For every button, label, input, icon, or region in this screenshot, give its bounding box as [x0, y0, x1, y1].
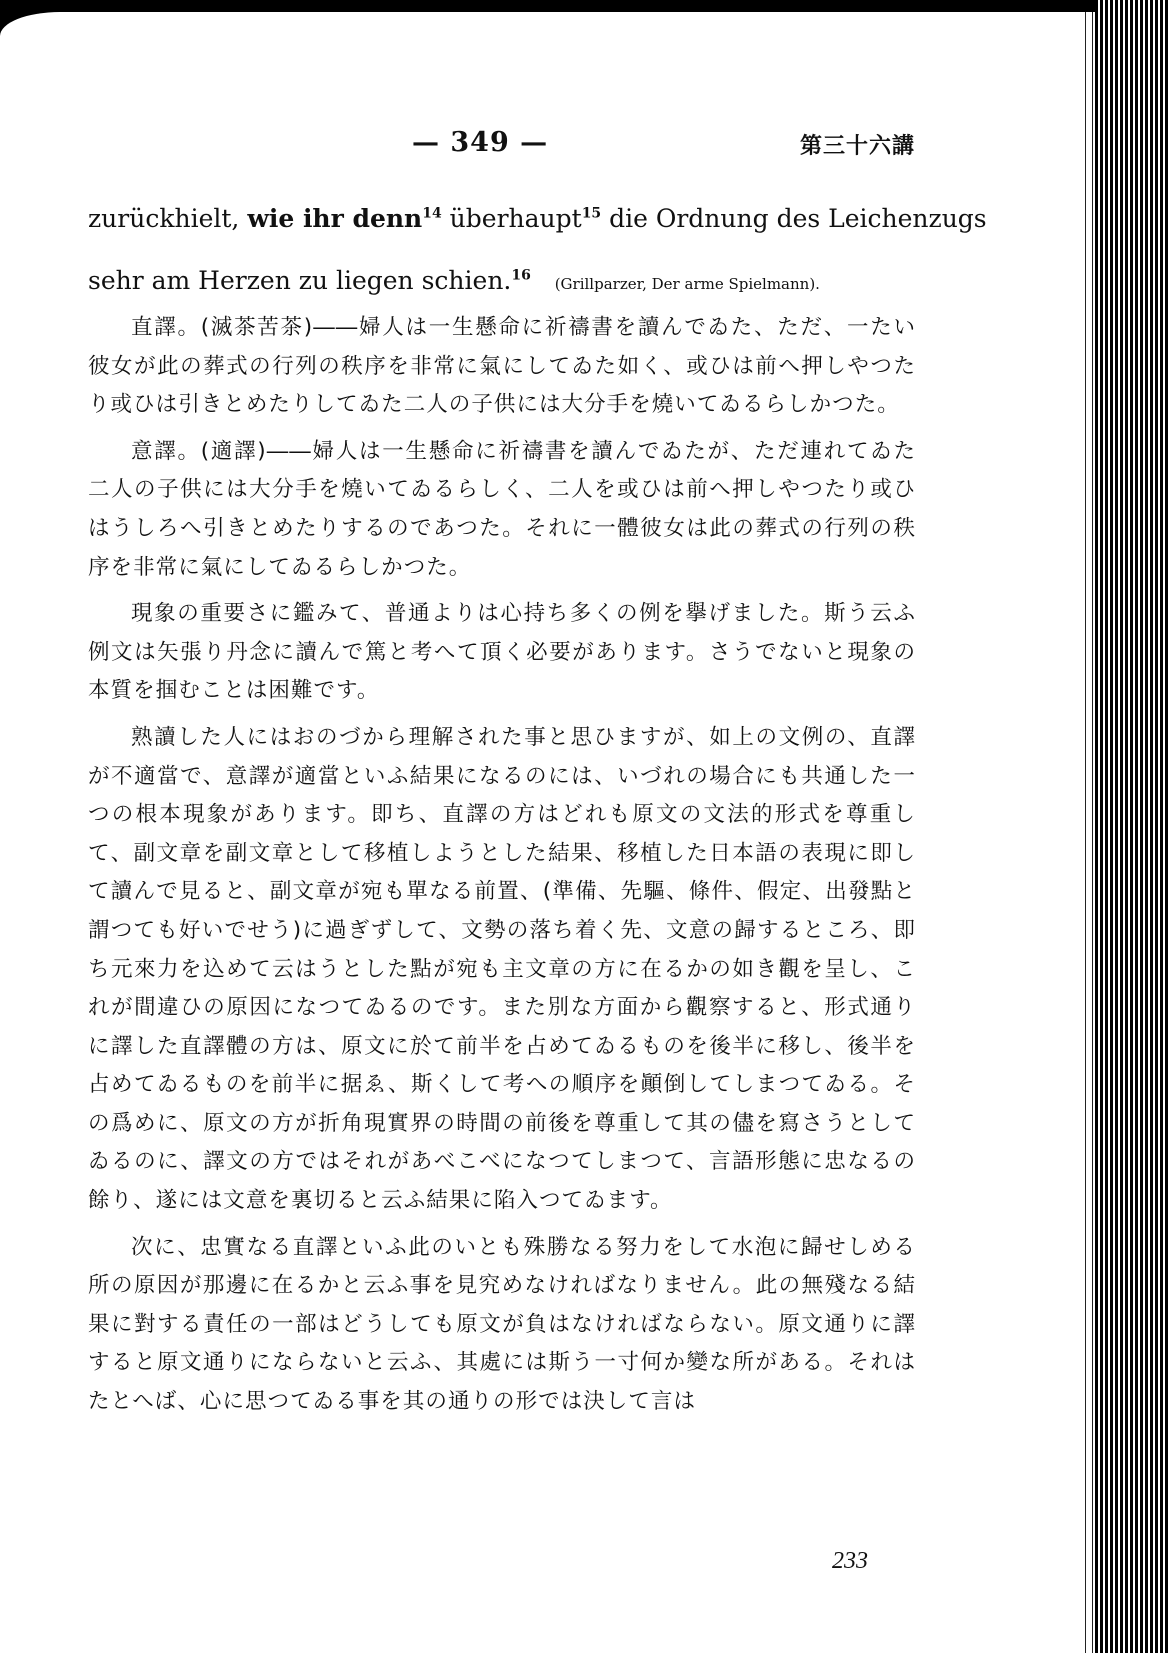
lecture-title: 第三十六講	[800, 133, 916, 159]
german-quote-line-2	[88, 266, 918, 295]
german-text: überhaupt	[441, 204, 582, 233]
paragraph: 次に、忠實なる直譯といふ此のいとも殊勝なる努力をして水泡に歸せしめる所の原因が那邊に在るかと云ふ事を見究めなければなりません。此の無殘なる結果に對する責任の一部はどうしても原文が負はなければならない。原文通りに譯すると原文通りにならないと云ふ、其處には斯う一寸何か變な所がある。それはたとへば、心に思つてゐる事を其の通りの形では決して言は	[88, 1234, 916, 1415]
citation: (Grillparzer, Der arme Spielmann).	[554, 275, 820, 293]
german-text: die Ordnung des Leichenzugs	[601, 204, 987, 233]
folio-number: 233	[832, 1548, 868, 1574]
page-number: — 349 —	[412, 127, 549, 158]
footnote-ref: 14	[422, 205, 442, 222]
paragraph-literal-translation: 直譯。(滅茶苦茶)――婦人は一生懸命に祈禱書を讀んでゐた、ただ、一たい彼女が此の葬式の行列の秩序を非常に氣にしてゐた如く、或ひは前へ押しやつたり或ひは引きとめたりしてゐた二人の子供には大分手を燒いてゐるらしかつた。	[88, 315, 916, 418]
book-page	[0, 12, 1095, 1653]
body-text	[88, 309, 916, 1430]
footnote-ref: 16	[511, 267, 531, 284]
paragraph: 熟讀した人にはおのづから理解された事と思ひますが、如上の文例の、直譯が不適當で、意譯が適當といふ結果になるのには、いづれの場合にも共通した一つの根本現象があります。即ち、直譯の方はどれも原文の文法的形式を尊重して、副文章を副文章として移植しようとした結果、移植した日本語の表現に即して讀んで見ると、副文章が宛も單なる前置、(準備、先驅、條件、假定、出發點と謂つても好いでせう)に過ぎずして、文勢の落ち着く先、文意の歸するところ、即ち元來力を込めて云はうとした點が宛も主文章の方に在るかの如き觀を呈し、これが間違ひの原因になつてゐるのです。また別な方面から觀察すると、形式通りに譯した直譯體の方は、原文に於て前半を占めてゐるものを後半に移し、後半を占めてゐるものを前半に据ゑ、斯くして考への順序を顚倒してしまつてゐる。その爲めに、原文の方が折角現實界の時間の前後を尊重して其の儘を寫さうとしてゐるのに、譯文の方ではそれがあべこべになつてしまつて、言語形態に忠なるの餘り、遂には文意を裏切ると云ふ結果に陷入つてゐます。	[88, 724, 916, 1214]
german-quote-line-1	[88, 204, 987, 233]
german-text: sehr am Herzen zu liegen schien.	[88, 266, 512, 295]
page-gutter-shadow	[1079, 12, 1095, 1653]
paragraph: 現象の重要さに鑑みて、普通よりは心持ち多くの例を擧げました。斯う云ふ例文は矢張り丹念に讀んで篤と考へて頂く必要があります。さうでないと現象の本質を掴むことは困難です。	[88, 601, 916, 704]
german-text: zurückhielt,	[88, 204, 248, 233]
page-header	[0, 127, 1095, 167]
german-bold-text: wie ihr denn	[247, 204, 423, 233]
footnote-ref: 15	[581, 205, 602, 222]
book-page-edges	[1095, 0, 1169, 1653]
paragraph-free-translation: 意譯。(適譯)――婦人は一生懸命に祈禱書を讀んでゐたが、ただ連れてゐた二人の子供には大分手を燒いてゐるらしく、二人を或ひは前へ押しやつたり或ひはうしろへ引きとめたりするのであつた。それに一體彼女は此の葬式の行列の秩序を非常に氣にしてゐるらしかつた。	[88, 438, 916, 580]
